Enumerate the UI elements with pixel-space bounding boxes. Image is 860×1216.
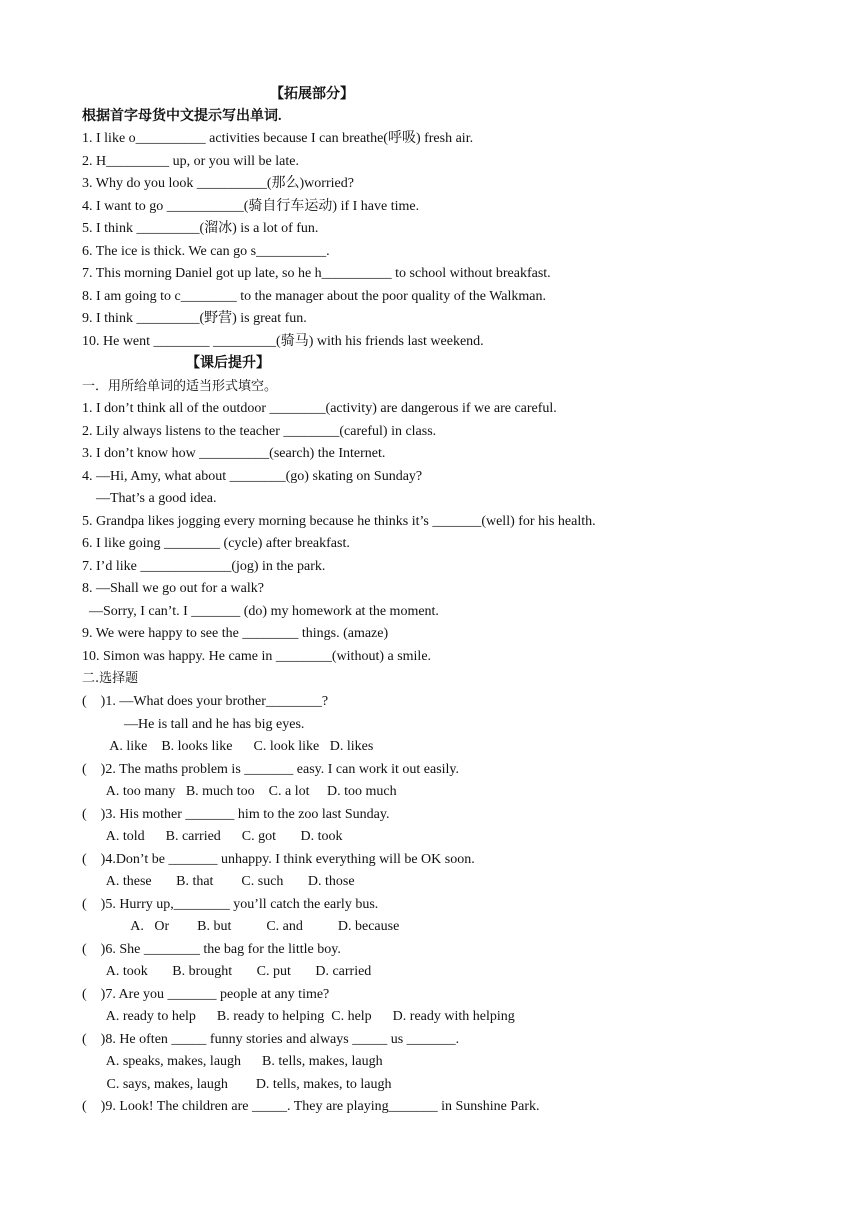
question-options: A. too many B. much too C. a lot D. too much (82, 784, 397, 799)
expansion-item: 8. I am going to c________ to the manager about the poor quality of the Walkman. (82, 289, 547, 304)
question-options: A. Or B. but C. and D. because (82, 919, 400, 934)
expansion-item: 7. This morning Daniel got up late, so he h__________ to school without breakfast. (82, 266, 551, 281)
question-options: A. like B. looks like C. look like D. likes (82, 739, 374, 754)
section1-item: 8. —Shall we go out for a walk? (82, 581, 264, 596)
section1-item: 5. Grandpa likes jogging every morning because he thinks it’s _______(well) for his health. (82, 514, 596, 529)
question-line: —He is tall and he has big eyes. (82, 717, 305, 732)
section2-title: 二.选择题 (82, 671, 139, 686)
section1-item: —That’s a good idea. (82, 491, 217, 506)
question-line: ( )9. Look! The children are _____. They are playing_______ in Sunshine Park. (82, 1099, 540, 1114)
expansion-item: 2. H_________ up, or you will be late. (82, 154, 299, 169)
expansion-item: 4. I want to go ___________(骑自行车运动) if I have time. (82, 199, 420, 214)
question-options: C. says, makes, laugh D. tells, makes, to laugh (82, 1077, 392, 1092)
expansion-item: 1. I like o__________ activities because I can breathe(呼吸) fresh air. (82, 131, 474, 146)
question-options: A. ready to help B. ready to helping C. help D. ready with helping (82, 1009, 515, 1024)
question-line: ( )7. Are you _______ people at any time? (82, 987, 330, 1002)
section1-item: 7. I’d like _____________(jog) in the park. (82, 559, 326, 574)
expansion-item: 9. I think _________(野营) is great fun. (82, 311, 307, 326)
question-line: ( )2. The maths problem is _______ easy. I can work it out easily. (82, 762, 460, 777)
expansion-item: 5. I think _________(溜冰) is a lot of fun. (82, 221, 319, 236)
section1-item: 9. We were happy to see the ________ things. (amaze) (82, 626, 389, 641)
section1-item: 10. Simon was happy. He came in ________(without) a smile. (82, 649, 432, 664)
section1-item: 3. I don’t know how __________(search) the Internet. (82, 446, 386, 461)
expansion-item: 3. Why do you look __________(那么)worried? (82, 176, 354, 191)
question-line: ( )3. His mother _______ him to the zoo last Sunday. (82, 807, 390, 822)
question-line: ( )8. He often _____ funny stories and always _____ us _______. (82, 1032, 460, 1047)
question-line: ( )1. —What does your brother________? (82, 694, 329, 709)
improvement-heading: 【课后提升】 (186, 356, 270, 371)
section1-title: 一．用所给单词的适当形式填空。 (82, 379, 278, 394)
expansion-item: 10. He went ________ _________(骑马) with his friends last weekend. (82, 334, 484, 349)
question-line: ( )5. Hurry up,________ you’ll catch the early bus. (82, 897, 379, 912)
section1-item: 6. I like going ________ (cycle) after breakfast. (82, 536, 350, 551)
expansion-instruction: 根据首字母货中文提示写出单词. (82, 109, 282, 124)
section1-item: 1. I don’t think all of the outdoor ________(activity) are dangerous if we are careful. (82, 401, 557, 416)
expansion-heading: 【拓展部分】 (270, 87, 354, 102)
question-line: ( )4.Don’t be _______ unhappy. I think everything will be OK soon. (82, 852, 475, 867)
question-options: A. these B. that C. such D. those (82, 874, 355, 889)
question-line: ( )6. She ________ the bag for the little boy. (82, 942, 341, 957)
question-options: A. took B. brought C. put D. carried (82, 964, 372, 979)
question-options: A. speaks, makes, laugh B. tells, makes, laugh (82, 1054, 383, 1069)
section1-item: 4. —Hi, Amy, what about ________(go) skating on Sunday? (82, 469, 423, 484)
expansion-item: 6. The ice is thick. We can go s__________. (82, 244, 330, 259)
section1-item: 2. Lily always listens to the teacher ________(careful) in class. (82, 424, 437, 439)
section1-item: —Sorry, I can’t. I _______ (do) my homework at the moment. (82, 604, 439, 619)
question-options: A. told B. carried C. got D. took (82, 829, 343, 844)
